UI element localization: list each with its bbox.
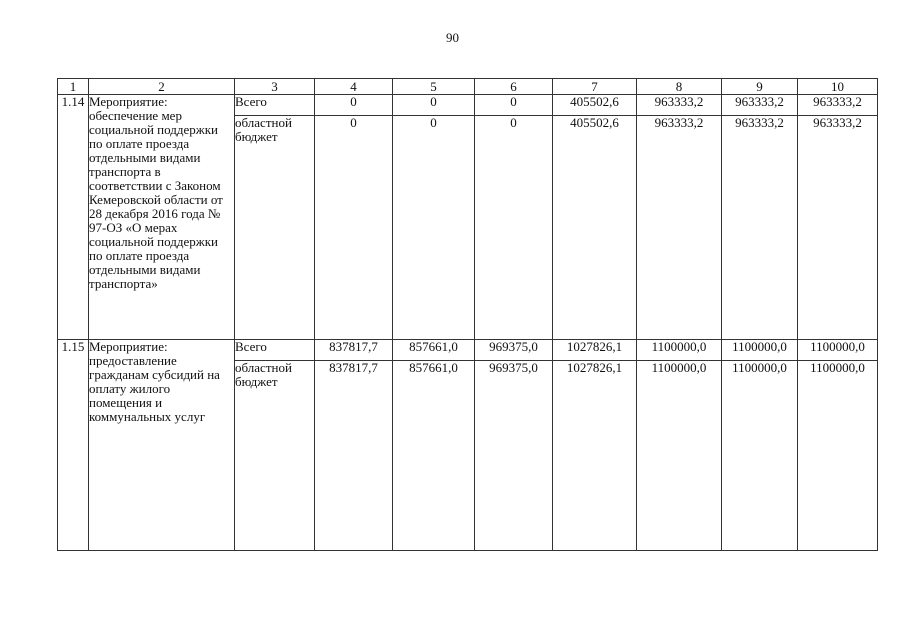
- value-cell: 837817,7: [315, 361, 393, 551]
- value-cell: 1100000,0: [798, 361, 878, 551]
- header-cell: 1: [58, 79, 89, 95]
- value-cell: 857661,0: [393, 361, 475, 551]
- value-cell: 1100000,0: [722, 340, 798, 361]
- header-cell: 5: [393, 79, 475, 95]
- header-cell: 4: [315, 79, 393, 95]
- page-number: 90: [446, 30, 459, 45]
- value-cell: 1027826,1: [553, 361, 637, 551]
- value-cell: 963333,2: [798, 95, 878, 116]
- header-cell: 9: [722, 79, 798, 95]
- funding-source: Всего: [235, 95, 315, 116]
- row-number: 1.15: [58, 340, 89, 551]
- value-cell: 969375,0: [475, 361, 553, 551]
- value-cell: 1100000,0: [637, 340, 722, 361]
- value-cell: 0: [393, 116, 475, 340]
- value-cell: 1100000,0: [637, 361, 722, 551]
- row-number: 1.14: [58, 95, 89, 340]
- header-cell: 8: [637, 79, 722, 95]
- header-row: [58, 79, 878, 95]
- value-cell: 0: [393, 95, 475, 116]
- value-cell: 837817,7: [315, 340, 393, 361]
- funding-source: Всего: [235, 340, 315, 361]
- value-cell: 1027826,1: [553, 340, 637, 361]
- value-cell: 963333,2: [798, 116, 878, 340]
- value-cell: 969375,0: [475, 340, 553, 361]
- funding-source: областной бюджет: [235, 116, 315, 340]
- budget-table: [57, 78, 878, 551]
- value-cell: 963333,2: [637, 95, 722, 116]
- value-cell: 405502,6: [553, 116, 637, 340]
- value-cell: 963333,2: [722, 95, 798, 116]
- value-cell: 0: [475, 95, 553, 116]
- table-row: [58, 95, 878, 116]
- value-cell: 857661,0: [393, 340, 475, 361]
- header-cell: 2: [89, 79, 235, 95]
- value-cell: 963333,2: [637, 116, 722, 340]
- value-cell: 963333,2: [722, 116, 798, 340]
- value-cell: 1100000,0: [798, 340, 878, 361]
- row-description: Мероприятие: предоставление гражданам субсидий на оплату жилого помещения и коммунальных услуг: [89, 340, 235, 551]
- header-cell: 6: [475, 79, 553, 95]
- header-cell: 3: [235, 79, 315, 95]
- value-cell: 405502,6: [553, 95, 637, 116]
- value-cell: 1100000,0: [722, 361, 798, 551]
- funding-source: областной бюджет: [235, 361, 315, 551]
- header-cell: 10: [798, 79, 878, 95]
- value-cell: 0: [315, 95, 393, 116]
- value-cell: 0: [315, 116, 393, 340]
- header-cell: 7: [553, 79, 637, 95]
- row-description: Мероприятие: обеспечение мер социальной поддержки по оплате проезда отдельными видами транспорта в соответствии с Законом Кемеровской области от 28 декабря 2016 года № 97-ОЗ «О мерах социальной поддержки по оплате проезда отдельными видами транспорта»: [89, 95, 235, 340]
- value-cell: 0: [475, 116, 553, 340]
- table-row: [58, 340, 878, 361]
